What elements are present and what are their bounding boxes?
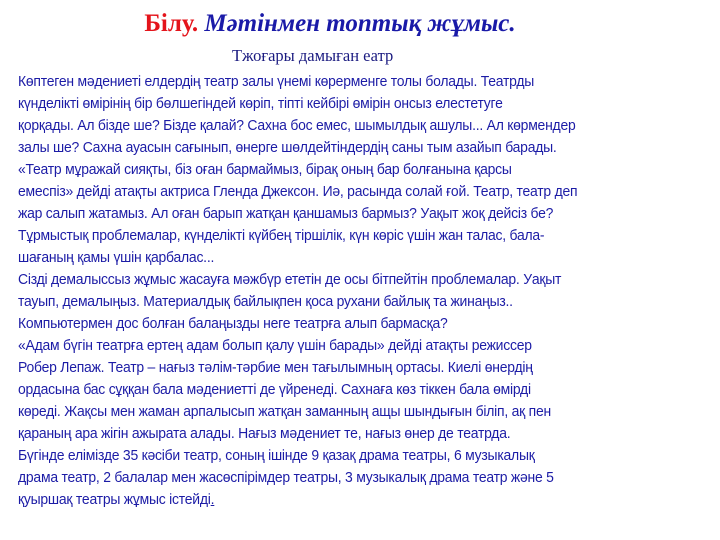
text-line-content: қорқады. Ал бізде ше? Бізде қалай? Сахна бос емес, шымылдық ашулы... Ал көрмендер (18, 117, 576, 134)
text-line-content: жар салып жатамыз. Ал оған барып жатқан қаншамыз бармыз? Уақыт жоқ дейсіз бе? (18, 205, 554, 222)
text-line (18, 315, 448, 332)
text-line (18, 249, 214, 266)
text-line (18, 73, 534, 90)
text-line-content: ордасына бас сұққан бала мәдениетті де үйренеді. Сахнаға көз тіккен бала өмірді (18, 381, 531, 398)
text-line (18, 491, 214, 508)
text-line-content: Компьютермен дос болған балаңызды неге театрға алып бармасқа? (18, 315, 448, 332)
text-line-content: Робер Лепаж. Театр – нағыз тәлім-тәрбие мен тағылымның ортасы. Киелі өнердің (18, 359, 533, 376)
title-main: Мәтінмен топтық жұмыс. (204, 10, 516, 37)
text-line-content: драма театр, 2 балалар мен жасөспірімдер театры, 3 музыкалық драма театр және 5 (18, 469, 554, 486)
text-line (18, 337, 532, 354)
text-line-content: емеспіз» дейді атақты актриса Гленда Джексон. Иә, расында солай ғой. Театр, театр деп (18, 183, 578, 200)
title-prefix: Білу. (144, 10, 199, 37)
text-line-content: көреді. Жақсы мен жаман арпалысып жатқан заманның ащы шындығын біліп, ақ пен (18, 403, 551, 420)
text-line-content: «Адам бүгін театрға ертең адам болып қалу үшін барады» дейді атақты режиссер (18, 337, 532, 354)
text-line-content: қуыршақ театры жұмыс істейді (18, 491, 211, 508)
text-line-content: қараның ара жігін ажырата алады. Нағыз мәдениет те, нағыз өнер де театрда. (18, 425, 511, 442)
text-heading: Тжоғары дамыған еатр (232, 46, 394, 65)
text-line (18, 447, 535, 464)
text-line (18, 271, 561, 288)
text-line-content: тауып, демалыңыз. Материалдық байлықпен қоса рухани байлық та жинаңыз.. (18, 293, 513, 310)
text-line (18, 139, 557, 156)
text-line (18, 293, 513, 310)
text-line-content: «Театр мұражай сияқты, біз оған бармаймыз, бірақ оның бар болғанына қарсы (18, 161, 512, 178)
text-line (18, 425, 510, 442)
text-line (18, 359, 533, 376)
text-line (18, 161, 512, 178)
text-line (18, 469, 554, 486)
final-period: . (210, 491, 215, 508)
text-line-content: залы ше? Сахна ауасын сағынып, өнерге шөлдейтіндердің саны тым азайып барады. (18, 139, 557, 156)
slide-title (0, 10, 690, 38)
text-line-content: күнделікті өмірінің бір бөлшегіндей көріп, тіпті кейбірі өмірін онсыз елестетуге (18, 95, 503, 112)
text-line (18, 403, 551, 420)
text-line-content: Тұрмыстық проблемалар, күнделікті күйбең тіршілік, күн көріс үшін жан талас, бала- (18, 227, 545, 244)
text-line-content: Көптеген мәдениеті елдердің театр залы үнемі көрерменге толы болады. Театрды (18, 73, 535, 90)
text-line (18, 227, 544, 244)
text-line (18, 95, 503, 112)
text-line (18, 117, 576, 134)
text-line-content: Бүгінде елімізде 35 кәсіби театр, соның ішінде 9 қазақ драма театры, 6 музыкалық (18, 447, 535, 464)
text-line (18, 381, 531, 398)
text-line (18, 183, 577, 200)
text-line-content: шағаның қамы үшін қарбалас... (18, 249, 215, 266)
text-line-content: Сізді демалыссыз жұмыс жасауға мәжбүр ететін де осы бітпейтін проблемалар. Уақыт (18, 271, 562, 288)
text-line (18, 205, 553, 222)
